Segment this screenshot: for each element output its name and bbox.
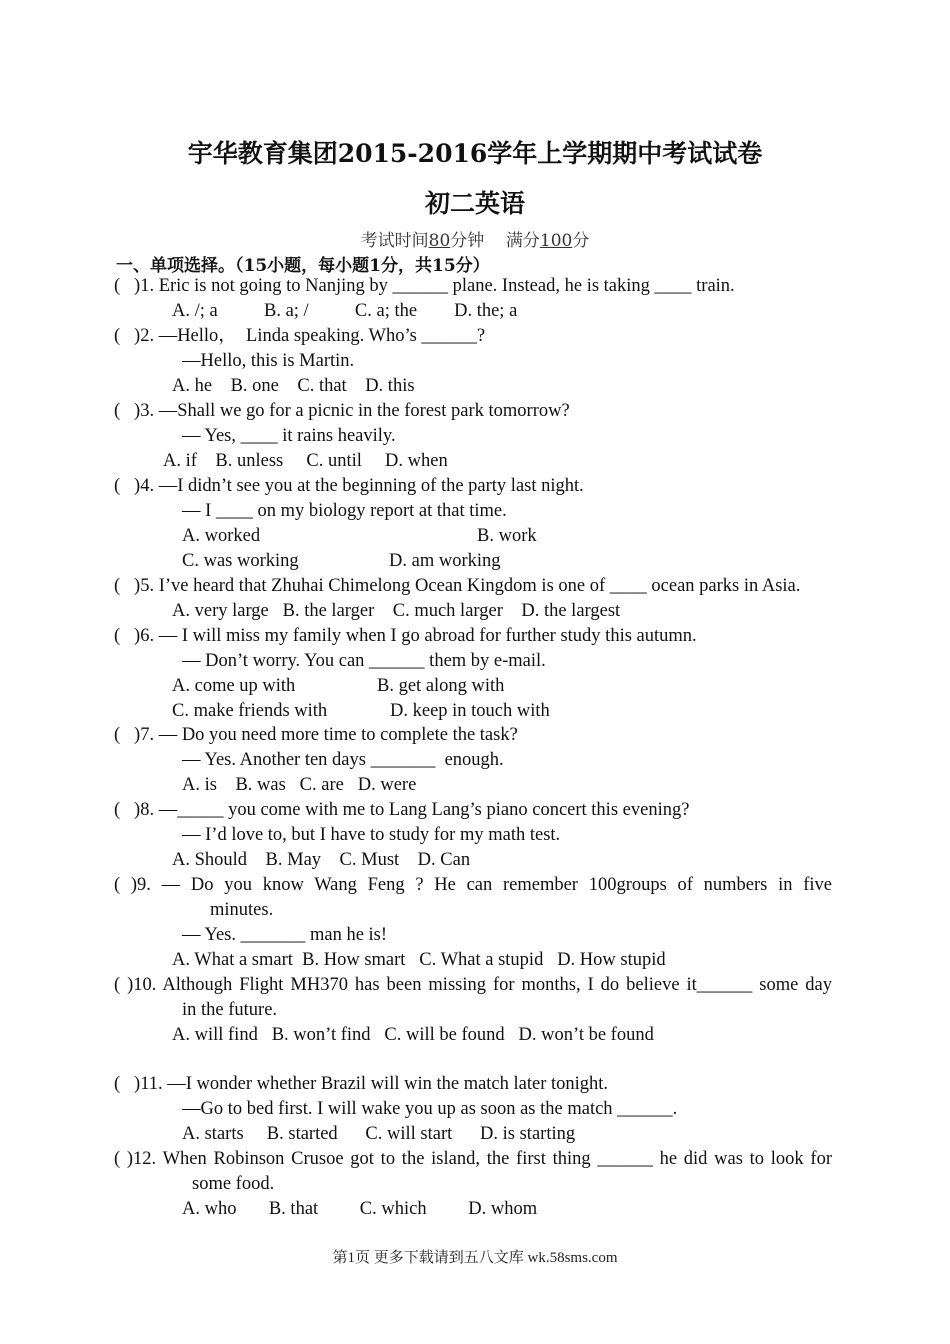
- question-2-options: A. he B. one C. that D. this: [172, 376, 415, 396]
- question-4: ( )4. —I didn’t see you at the beginning of the party last night.: [114, 476, 584, 496]
- question-10: ( )10. Although Flight MH370 has been missing for months, I do believe it______ some day: [114, 975, 832, 995]
- exam-time-unit: 分钟: [450, 231, 485, 251]
- question-1: ( )1. Eric is not going to Nanjing by ______ plane. Instead, he is taking ____ train.: [114, 276, 735, 296]
- question-4-option-a: A. worked: [182, 526, 261, 546]
- question-6-option-b: B. get along with: [377, 676, 505, 696]
- question-9: ( )9. — Do you know Wang Feng ? He can remember 100groups of numbers in five: [114, 875, 832, 895]
- question-4-option-d: D. am working: [389, 551, 501, 571]
- question-8: ( )8. —_____ you come with me to Lang Lang’s piano concert this evening?: [114, 800, 690, 820]
- question-6-reply: — Don’t worry. You can ______ them by e-mail.: [182, 651, 546, 671]
- question-7: ( )7. — Do you need more time to complete the task?: [114, 725, 518, 745]
- question-5-options: A. very large B. the larger C. much larger D. the largest: [172, 601, 621, 621]
- question-11: ( )11. —I wonder whether Brazil will win the match later tonight.: [114, 1074, 609, 1094]
- question-6-option-a: A. come up with: [172, 676, 296, 696]
- question-1-options: A. /; a B. a; / C. a; the D. the; a: [172, 301, 518, 321]
- question-3: ( )3. —Shall we go for a picnic in the forest park tomorrow?: [114, 401, 570, 421]
- question-11-reply: —Go to bed first. I will wake you up as soon as the match ______.: [182, 1099, 678, 1119]
- page-footer: 第1页 更多下载请到五八文库 wk.58sms.com: [332, 1250, 618, 1266]
- question-10-options: A. will find B. won’t find C. will be found D. won’t be found: [172, 1025, 654, 1045]
- exam-subtitle: 初二英语: [424, 189, 525, 218]
- question-9-options: A. What a smart B. How smart C. What a stupid D. How stupid: [172, 950, 666, 970]
- exam-time-value: 80: [428, 231, 451, 251]
- question-2: ( )2. —Hello， Linda speaking. Who’s ______?: [114, 326, 486, 346]
- question-9-reply: — Yes. _______ man he is!: [182, 925, 388, 945]
- question-6-option-d: D. keep in touch with: [390, 701, 550, 721]
- question-7-reply: — Yes. Another ten days _______ enough.: [182, 750, 504, 770]
- exam-title: 宇华教育集团2015-2016学年上学期期中考试试卷: [187, 139, 763, 168]
- question-8-reply: — I’d love to, but I have to study for my math test.: [182, 825, 561, 845]
- question-5: ( )5. I’ve heard that Zhuhai Chimelong Ocean Kingdom is one of ____ ocean parks in Asia.: [114, 576, 801, 596]
- section-heading: 一、单项选择。（15小题，每小题1分，共15分）: [116, 256, 490, 276]
- question-12-options: A. who B. that C. which D. whom: [182, 1199, 538, 1219]
- question-2-reply: —Hello, this is Martin.: [182, 351, 355, 371]
- question-9-continued: minutes.: [210, 900, 274, 920]
- question-4-option-c: C. was working: [182, 551, 299, 571]
- question-11-options: A. starts B. started C. will start D. is starting: [182, 1124, 576, 1144]
- question-12-continued: some food.: [192, 1174, 275, 1194]
- full-score-value: 100: [539, 231, 573, 251]
- question-3-reply: — Yes, ____ it rains heavily.: [182, 426, 396, 446]
- question-3-options: A. if B. unless C. until D. when: [163, 451, 448, 471]
- question-7-options: A. is B. was C. are D. were: [182, 775, 417, 795]
- exam-meta: [0, 226, 950, 251]
- question-6: ( )6. — I will miss my family when I go abroad for further study this autumn.: [114, 626, 697, 646]
- question-10-continued: in the future.: [182, 1000, 278, 1020]
- question-8-options: A. Should B. May C. Must D. Can: [172, 850, 471, 870]
- question-4-option-b: B. work: [477, 526, 537, 546]
- question-6-option-c: C. make friends with: [172, 701, 328, 721]
- exam-time-label: 考试时间: [360, 231, 429, 251]
- question-4-reply: — I ____ on my biology report at that time.: [182, 501, 507, 521]
- full-score-unit: 分: [572, 231, 590, 251]
- question-12: ( )12. When Robinson Crusoe got to the island, the first thing ______ he did was to look for: [114, 1149, 832, 1169]
- full-score-label: 满分: [505, 231, 540, 251]
